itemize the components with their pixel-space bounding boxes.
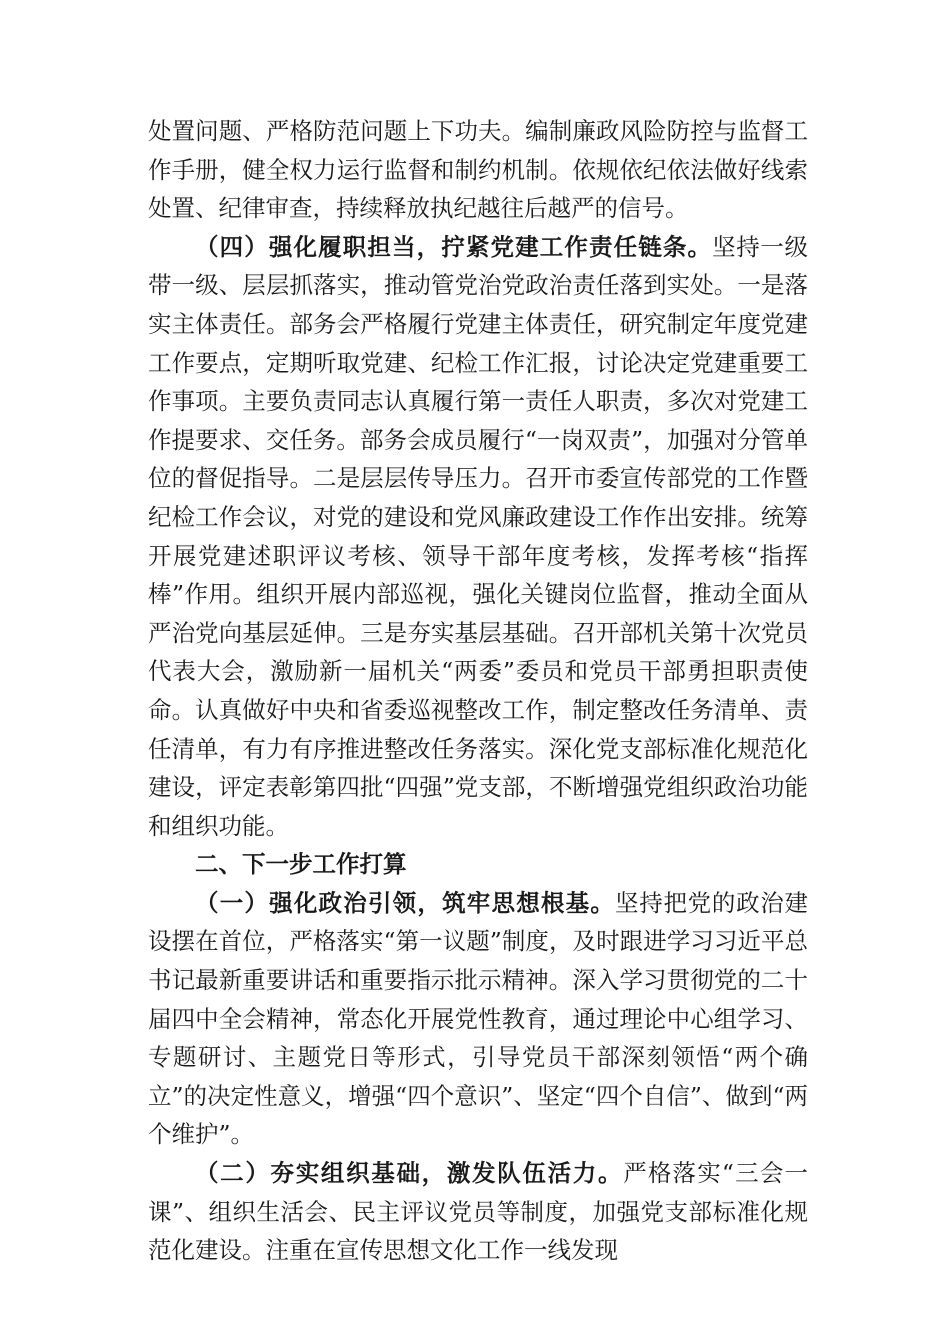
paragraph-section-four [148,228,808,846]
section-heading-next-steps: 二、下一步工作打算 [195,850,407,879]
subheading-four: （四）强化履职担当，拧紧党建工作责任链条。 [195,232,713,261]
subheading-two: （二）夯实组织基础，激发队伍活力。 [195,1159,624,1188]
paragraph-next-one [148,884,808,1154]
paragraph-text: 严格落实“三会一课”、组织生活会、民主评议党员等制度，加强党支部标准化规范化建设。注重在宣传思想文化工作一线发现 [148,1159,809,1265]
paragraph-text: 坚持一级带一级、层层抓落实，推动管党治党政治责任落到实处。一是落实主体责任。部务会严格履行党建主体责任，研究制定年度党建工作要点，定期听取党建、纪检工作汇报，讨论决定党建重要工作事项。主要负责同志认真履行第一责任人职责，多次对党建工作提要求、交任务。部务会成员履行“一岗双责”，加强对分管单位的督促指导。二是层层传导压力。召开市委宣传部党的工作暨纪检工作会议，对党的建设和党风廉政建设工作作出安排。统筹开展党建述职评议考核、领导干部年度考核，发挥考核“指挥棒”作用。组织开展内部巡视，强化关键岗位监督，推动全面从严治党向基层延伸。三是夯实基层基础。召开部机关第十次党员代表大会，激励新一届机关“两委”委员和党员干部勇担职责使命。认真做好中央和省委巡视整改工作，制定整改任务清单、责任清单，有力有序推进整改任务落实。深化党支部标准化规范化建设，评定表彰第四批“四强”党支部，不断增强党组织政治功能和组织功能。 [148,232,808,840]
paragraph-text: 处置问题、严格防范问题上下功夫。编制廉政风险防控与监督工作手册，健全权力运行监督和制约机制。依规依纪依法做好线索处置、纪律审查，持续释放执纪越往后越严的信号。 [148,117,808,223]
document-page [148,112,808,1270]
paragraph-next-two [148,1154,808,1270]
paragraph-text: 坚持把党的政治建设摆在首位，严格落实“第一议题”制度，及时跟进学习习近平总书记最新重要讲话和重要指示批示精神。深入学习贯彻党的二十届四中全会精神，常态化开展党性教育，通过理论中心组学习、专题研讨、主题党日等形式，引导党员干部深刻领悟“两个确立”的决定性意义，增强“四个意识”、坚定“四个自信”、做到“两个维护”。 [148,888,809,1149]
paragraph-continuation [148,112,808,228]
subheading-one: （一）强化政治引领，筑牢思想根基。 [195,888,616,917]
